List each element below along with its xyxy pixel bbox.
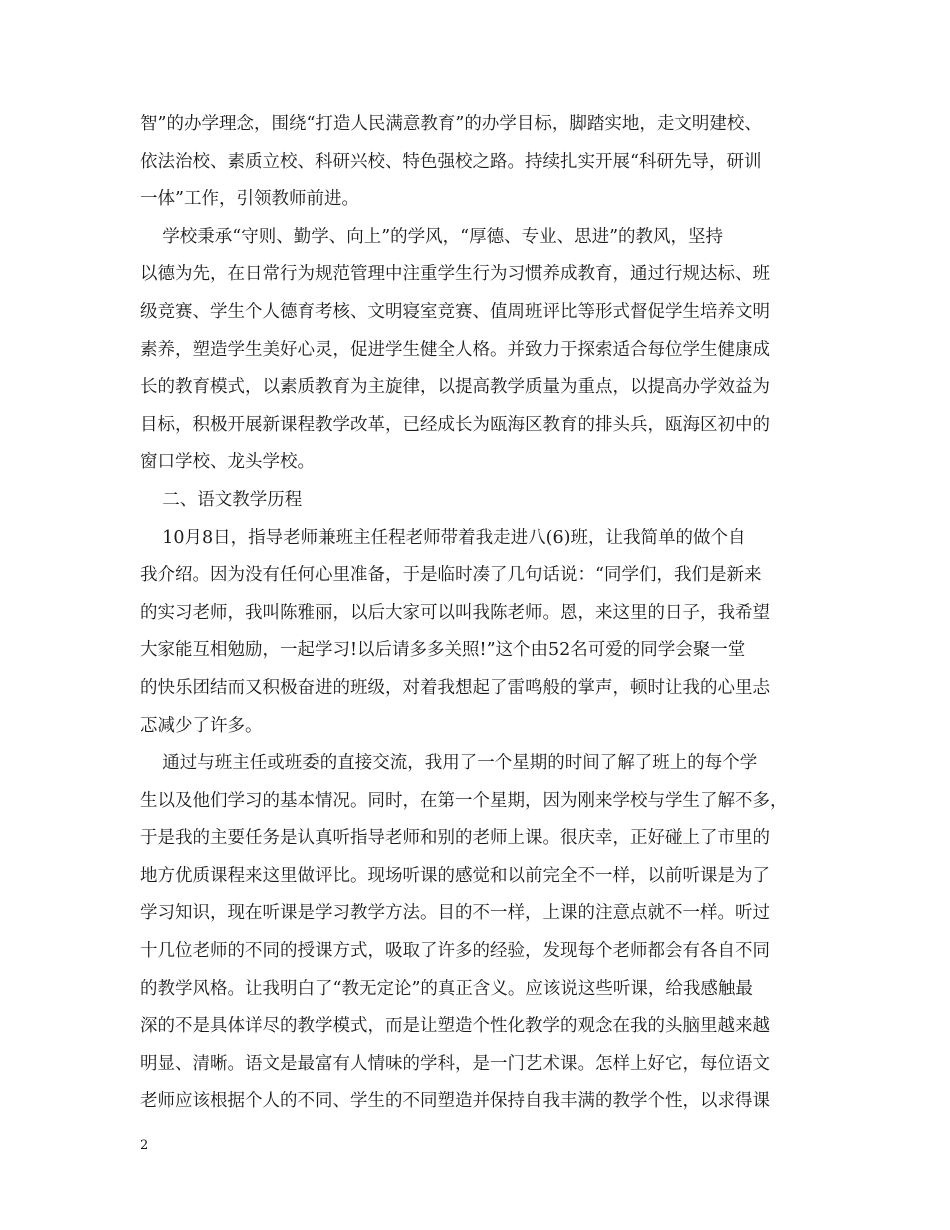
text-line: 窗口学校、龙头学校。 <box>140 452 315 473</box>
text-line: 地方优质课程来这里做评比。现场听课的感觉和以前完全不一样，以前听课是为了 <box>140 865 770 886</box>
text-line: 的实习老师，我叫陈雅丽，以后大家可以叫我陈老师。恩，来这里的日子，我希望 <box>140 602 770 623</box>
text-line: 明显、清晰。语文是最富有人情味的学科，是一门艺术课。怎样上好它，每位语文 <box>140 1053 770 1074</box>
text-line: 生以及他们学习的基本情况。同时，在第一个星期，因为刚来学校与学生了解不多， <box>140 790 788 811</box>
text-line: 级竞赛、学生个人德育考核、文明寝室竞赛、值周班评比等形式督促学生培养文明 <box>140 301 770 322</box>
text-line: 一体”工作，引领教师前进。 <box>140 189 359 210</box>
text-line: 于是我的主要任务是认真听指导老师和别的老师上课。很庆幸，正好碰上了市里的 <box>140 828 770 849</box>
text-line: 以德为先，在日常行为规范管理中注重学生行为习惯养成教育，通过行规达标、班 <box>140 264 770 285</box>
text-line: 学校秉承“守则、勤学、向上”的学风，“厚德、专业、思进”的教风，坚持 <box>140 226 724 247</box>
text-line: 的快乐团结而又积极奋进的班级，对着我想起了雷鸣般的掌声，顿时让我的心里忐 <box>140 677 770 698</box>
text-line: 学习知识，现在听课是学习教学方法。目的不一样，上课的注意点就不一样。听过 <box>140 903 770 924</box>
text-line: 我介绍。因为没有任何心里准备，于是临时凑了几句话说：“同学们，我们是新来 <box>140 565 762 586</box>
text-line: 素养，塑造学生美好心灵，促进学生健全人格。并致力于探索适合每位学生健康成 <box>140 339 770 360</box>
text-line: 10月8日，指导老师兼班主任程老师带着我走进八(6)班，让我简单的做个自 <box>140 527 746 548</box>
section-heading: 二、语文教学历程 <box>140 489 303 510</box>
text-line: 目标，积极开展新课程教学改革，已经成长为瓯海区教育的排头兵，瓯海区初中的 <box>140 414 770 435</box>
text-line: 智”的办学理念，围绕“打造人民满意教育”的办学目标，脚踏实地，走文明建校、 <box>140 114 762 134</box>
text-line: 长的教育模式，以素质教育为主旋律，以提高教学质量为重点，以提高办学效益为 <box>140 377 770 398</box>
text-line: 深的不是具体详尽的教学模式，而是让塑造个性化教学的观念在我的头脑里越来越 <box>140 1016 770 1037</box>
text-line: 通过与班主任或班委的直接交流，我用了一个星期的时间了解了班上的每个学 <box>140 753 758 774</box>
text-line: 依法治校、素质立校、科研兴校、特色强校之路。持续扎实开展“科研先导，研训 <box>140 151 762 172</box>
text-line: 的教学风格。让我明白了“教无定论”的真正含义。应该说这些听课，给我感触最 <box>140 978 753 999</box>
text-line: 大家能互相勉励，一起学习!以后请多多关照!”这个由52名可爱的同学会聚一堂 <box>140 640 746 661</box>
text-line: 忑减少了许多。 <box>140 715 263 736</box>
page-number: 2 <box>140 1138 149 1153</box>
text-line: 老师应该根据个人的不同、学生的不同塑造并保持自我丰满的教学个性，以求得课 <box>140 1091 770 1112</box>
document-body <box>140 106 826 1121</box>
text-line: 十几位老师的不同的授课方式，吸取了许多的经验，发现每个老师都会有各自不同 <box>140 941 770 962</box>
